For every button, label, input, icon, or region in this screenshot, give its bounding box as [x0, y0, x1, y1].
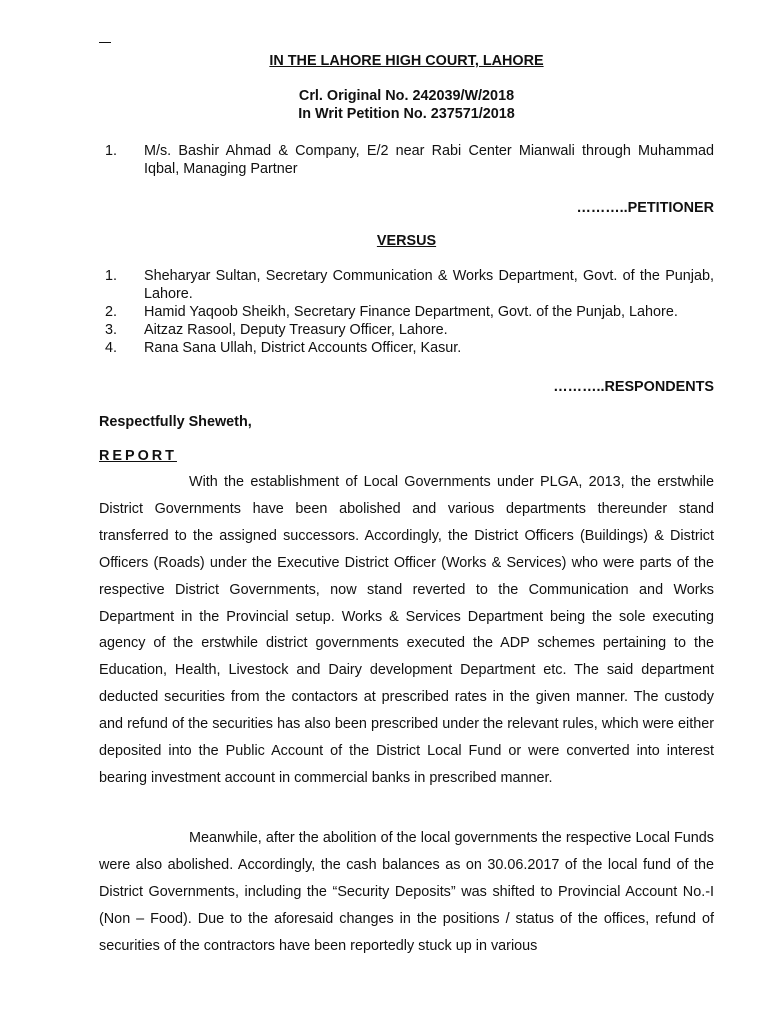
respondent-text: Hamid Yaqoob Sheikh, Secretary Finance Department, Govt. of the Punjab, Lahore.: [144, 304, 678, 320]
writ-petition-number: In Writ Petition No. 237571/2018: [298, 106, 515, 122]
list-number: 2.: [105, 304, 118, 320]
list-number: 1.: [105, 143, 118, 159]
respondent-label: ………..RESPONDENTS: [553, 379, 714, 395]
respondent-text: Sheharyar Sultan, Secretary Communication & Works Department, Govt. of the Punjab, Lahore.: [144, 268, 714, 302]
case-number: Crl. Original No. 242039/W/2018: [298, 88, 515, 104]
respondent-list: [99, 267, 714, 357]
list-item: [99, 339, 714, 357]
list-item: [99, 303, 714, 321]
list-item: [99, 142, 714, 178]
salutation: Respectfully Sheweth,: [99, 414, 252, 430]
report-heading: REPORT: [99, 448, 177, 464]
list-item: [99, 321, 714, 339]
list-item: [99, 267, 714, 303]
petitioner-label: ………..PETITIONER: [576, 200, 714, 216]
petitioner-text: M/s. Bashir Ahmad & Company, E/2 near Rabi Center Mianwali through Muhammad Iqbal, Managing Partner: [144, 143, 714, 177]
list-number: 4.: [105, 340, 118, 356]
petitioner-list: [99, 142, 714, 178]
dash-mark: [99, 42, 111, 43]
versus-heading: VERSUS: [376, 233, 437, 249]
respondent-text: Aitzaz Rasool, Deputy Treasury Officer, Lahore.: [144, 322, 448, 338]
report-paragraph: Meanwhile, after the abolition of the local governments the respective Local Funds were also abolished. Accordingly, the cash balances as on 30.06.2017 of the local fund of the District Governments, including the “Security Deposits” was shifted to Provincial Account No.-I (Non – Food). Due to the aforesaid changes in the positions / status of the offices, refund of securities of the contractors have been reportedly stuck up in various: [99, 830, 714, 954]
report-paragraph: With the establishment of Local Governments under PLGA, 2013, the erstwhile District Governments have been abolished and various departments thereunder stand transferred to the assigned successors. Accordingly, the District Officers (Buildings) & District Officers (Roads) under the Executive District Officer (Works & Services) who were parts of the respective District Governments, now stand reverted to the Communication and Works Department in the Provincial setup. Works & Services Department being the sole executing agency of the erstwhile district governments executed the ADP schemes pertaining to the Education, Health, Livestock and Dairy development Department etc. The said department deducted securities from the contactors at prescribed rates in the given manner. The custody and refund of the securities has also been prescribed under the relevant rules, which were either deposited into the Public Account of the District Local Fund or were converted into interest bearing investment account in commercial banks in prescribed manner.: [99, 474, 714, 786]
list-number: 3.: [105, 322, 118, 338]
court-title: IN THE LAHORE HIGH COURT, LAHORE: [269, 53, 544, 69]
respondent-text: Rana Sana Ullah, District Accounts Officer, Kasur.: [144, 340, 462, 356]
list-number: 1.: [105, 268, 118, 284]
